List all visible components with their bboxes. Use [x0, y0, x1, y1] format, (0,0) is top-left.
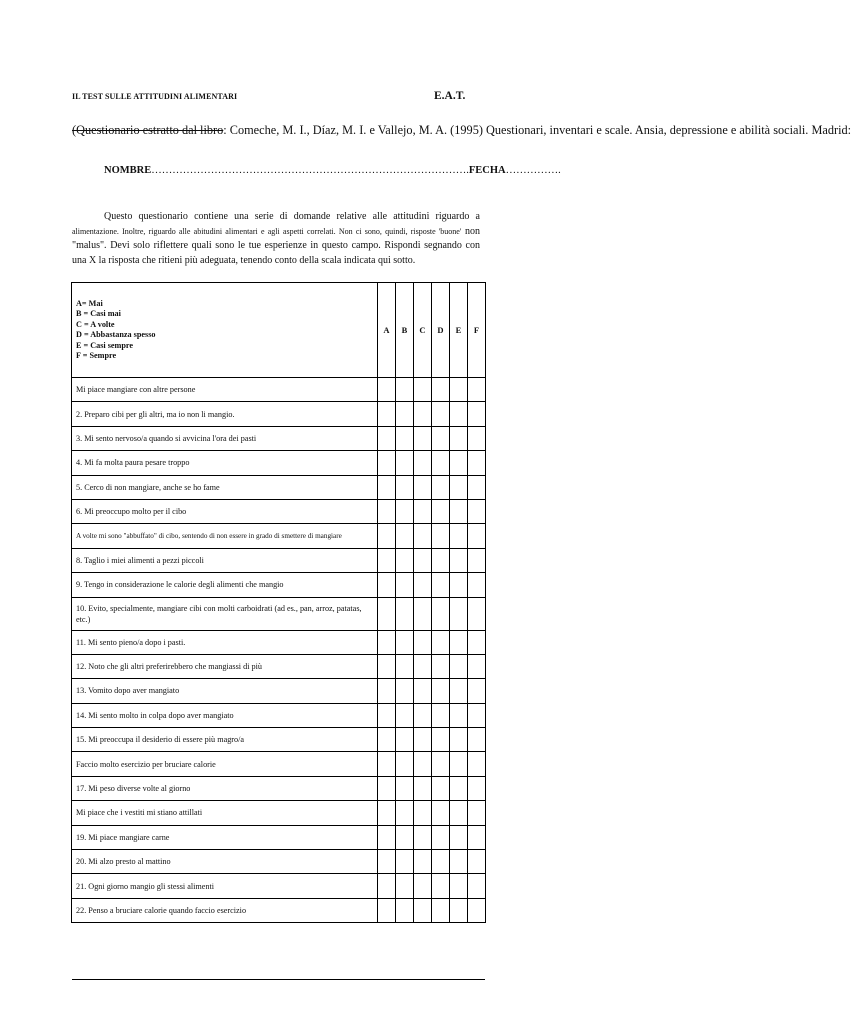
- answer-cell-e[interactable]: [450, 475, 468, 499]
- question-text: 3. Mi sento nervoso/a quando si avvicina l'ora dei pasti: [72, 426, 378, 450]
- answer-cell-d[interactable]: [432, 630, 450, 654]
- question-text: 14. Mi sento molto in colpa dopo aver mangiato: [72, 703, 378, 727]
- legend-item: D = Abbastanza spesso: [76, 330, 156, 339]
- answer-cell-b[interactable]: [396, 728, 414, 752]
- answer-cell-a[interactable]: [378, 426, 396, 450]
- answer-cell-b[interactable]: [396, 630, 414, 654]
- answer-cell-e[interactable]: [450, 728, 468, 752]
- answer-cell-c[interactable]: [414, 475, 432, 499]
- table-row: [72, 752, 486, 776]
- answer-cell-a[interactable]: [378, 573, 396, 597]
- answer-cell-b[interactable]: [396, 825, 414, 849]
- table-row: [72, 378, 486, 402]
- answer-cell-c[interactable]: [414, 703, 432, 727]
- answer-cell-e[interactable]: [450, 451, 468, 475]
- answer-cell-e[interactable]: [450, 597, 468, 630]
- answer-cell-d[interactable]: [432, 597, 450, 630]
- answer-cell-f[interactable]: [468, 573, 486, 597]
- question-text: 11. Mi sento pieno/a dopo i pasti.: [72, 630, 378, 654]
- answer-cell-b[interactable]: [396, 597, 414, 630]
- answer-cell-b[interactable]: [396, 654, 414, 678]
- answer-cell-d[interactable]: [432, 898, 450, 922]
- answer-cell-c[interactable]: [414, 679, 432, 703]
- answer-cell-d[interactable]: [432, 654, 450, 678]
- answer-cell-f[interactable]: [468, 426, 486, 450]
- table-row: [72, 801, 486, 825]
- answer-cell-c[interactable]: [414, 825, 432, 849]
- question-text: Mi piace mangiare con altre persone: [72, 378, 378, 402]
- answer-cell-d[interactable]: [432, 850, 450, 874]
- source-reference: : Comeche, M. I., Díaz, M. I. e Vallejo, M. A. (1995) Questionari, inventari e scale. Ansia, depressione e abilità sociali. Madrid:: [223, 123, 851, 137]
- answer-cell-a[interactable]: [378, 402, 396, 426]
- legend-item: A= Mai: [76, 298, 103, 308]
- answer-cell-c[interactable]: [414, 402, 432, 426]
- answer-cell-d[interactable]: [432, 378, 450, 402]
- answer-cell-c[interactable]: [414, 524, 432, 548]
- answer-cell-f[interactable]: [468, 874, 486, 898]
- answer-cell-d[interactable]: [432, 874, 450, 898]
- answer-cell-f[interactable]: [468, 378, 486, 402]
- answer-cell-a[interactable]: [378, 728, 396, 752]
- column-header-c: C: [414, 283, 432, 378]
- legend-item: C = A volte: [76, 319, 115, 329]
- instructions-line-2: alimentazione. Inoltre, riguardo alle abitudini alimentari e agli aspetti correlati. Non ci sono, quindi, risposte 'buone': [72, 226, 462, 236]
- answer-cell-f[interactable]: [468, 499, 486, 523]
- column-header-e: E: [450, 283, 468, 378]
- question-text: 10. Evito, specialmente, mangiare cibi con molti carboidrati (ad es., pan, arroz, patatas, etc.): [72, 597, 378, 630]
- answer-cell-a[interactable]: [378, 524, 396, 548]
- question-text: 2. Preparo cibi per gli altri, ma io non li mangio.: [72, 402, 378, 426]
- table-row: [72, 597, 486, 630]
- answer-cell-a[interactable]: [378, 475, 396, 499]
- fecha-field[interactable]: …………….: [505, 165, 561, 176]
- answer-cell-c[interactable]: [414, 874, 432, 898]
- question-text: 4. Mi fa molta paura pesare troppo: [72, 451, 378, 475]
- answer-cell-f[interactable]: [468, 475, 486, 499]
- answer-cell-b[interactable]: [396, 874, 414, 898]
- table-row: [72, 728, 486, 752]
- question-text: 9. Tengo in considerazione le calorie degli alimenti che mangio: [72, 573, 378, 597]
- answer-cell-e[interactable]: [450, 874, 468, 898]
- answer-cell-e[interactable]: [450, 898, 468, 922]
- table-row: [72, 548, 486, 572]
- answer-cell-d[interactable]: [432, 825, 450, 849]
- answer-cell-c[interactable]: [414, 776, 432, 800]
- question-text: 13. Vomito dopo aver mangiato: [72, 679, 378, 703]
- answer-cell-a[interactable]: [378, 703, 396, 727]
- answer-cell-d[interactable]: [432, 703, 450, 727]
- answer-cell-f[interactable]: [468, 850, 486, 874]
- question-text: 8. Taglio i miei alimenti a pezzi piccoli: [72, 548, 378, 572]
- answer-cell-f[interactable]: [468, 825, 486, 849]
- table-row: [72, 524, 486, 548]
- answer-cell-b[interactable]: [396, 679, 414, 703]
- answer-cell-a[interactable]: [378, 654, 396, 678]
- table-row: [72, 475, 486, 499]
- answer-cell-f[interactable]: [468, 548, 486, 572]
- document-title: IL TEST SULLE ATTITUDINI ALIMENTARI: [72, 92, 238, 101]
- answer-cell-c[interactable]: [414, 426, 432, 450]
- answer-cell-a[interactable]: [378, 850, 396, 874]
- answer-cell-c[interactable]: [414, 630, 432, 654]
- answer-cell-d[interactable]: [432, 451, 450, 475]
- answer-cell-f[interactable]: [468, 679, 486, 703]
- table-row: [72, 426, 486, 450]
- answer-cell-b[interactable]: [396, 451, 414, 475]
- answer-cell-f[interactable]: [468, 451, 486, 475]
- answer-cell-c[interactable]: [414, 499, 432, 523]
- answer-cell-d[interactable]: [432, 801, 450, 825]
- footer-rule: [72, 979, 485, 980]
- answer-cell-e[interactable]: [450, 703, 468, 727]
- question-text: Mi piace che i vestiti mi stiano attillati: [72, 801, 378, 825]
- answer-cell-c[interactable]: [414, 378, 432, 402]
- answer-cell-b[interactable]: [396, 475, 414, 499]
- answer-cell-e[interactable]: [450, 679, 468, 703]
- question-text: A volte mi sono "abbuffato" di cibo, sentendo di non essere in grado di smettere di mangiare: [72, 524, 378, 548]
- answer-cell-a[interactable]: [378, 825, 396, 849]
- answer-cell-c[interactable]: [414, 573, 432, 597]
- answer-cell-f[interactable]: [468, 524, 486, 548]
- column-header-a: A: [378, 283, 396, 378]
- table-row: [72, 776, 486, 800]
- table-row: [72, 573, 486, 597]
- answer-cell-a[interactable]: [378, 499, 396, 523]
- nombre-field[interactable]: ……………………………………………………………………………….: [151, 165, 469, 176]
- answer-cell-c[interactable]: [414, 801, 432, 825]
- column-header-d: D: [432, 283, 450, 378]
- test-acronym: E.A.T.: [434, 90, 466, 102]
- answer-cell-e[interactable]: [450, 499, 468, 523]
- answer-cell-d[interactable]: [432, 524, 450, 548]
- answer-cell-c[interactable]: [414, 850, 432, 874]
- instructions-paragraph: [72, 210, 480, 268]
- answer-cell-e[interactable]: [450, 378, 468, 402]
- answer-cell-f[interactable]: [468, 728, 486, 752]
- answer-cell-f[interactable]: [468, 776, 486, 800]
- answer-cell-b[interactable]: [396, 573, 414, 597]
- answer-cell-e[interactable]: [450, 524, 468, 548]
- answer-cell-c[interactable]: [414, 451, 432, 475]
- answer-cell-e[interactable]: [450, 776, 468, 800]
- answer-cell-b[interactable]: [396, 548, 414, 572]
- legend-item: E = Casi sempre: [76, 340, 134, 350]
- question-text: 21. Ogni giorno mangio gli stessi alimenti: [72, 874, 378, 898]
- name-date-line: [104, 165, 561, 176]
- answer-cell-d[interactable]: [432, 402, 450, 426]
- answer-cell-c[interactable]: [414, 728, 432, 752]
- question-text: Faccio molto esercizio per bruciare calorie: [72, 752, 378, 776]
- table-row: [72, 850, 486, 874]
- legend-row: [72, 283, 486, 378]
- answer-cell-f[interactable]: [468, 898, 486, 922]
- answer-cell-b[interactable]: [396, 850, 414, 874]
- table-row: [72, 679, 486, 703]
- answer-cell-e[interactable]: [450, 850, 468, 874]
- answer-cell-f[interactable]: [468, 597, 486, 630]
- answer-cell-f[interactable]: [468, 703, 486, 727]
- answer-cell-b[interactable]: [396, 703, 414, 727]
- scale-legend: [72, 283, 378, 378]
- answer-cell-c[interactable]: [414, 898, 432, 922]
- answer-cell-e[interactable]: [450, 654, 468, 678]
- answer-cell-e[interactable]: [450, 825, 468, 849]
- answer-cell-a[interactable]: [378, 548, 396, 572]
- answer-cell-a[interactable]: [378, 378, 396, 402]
- question-text: 6. Mi preoccupo molto per il cibo: [72, 499, 378, 523]
- answer-cell-a[interactable]: [378, 874, 396, 898]
- answer-cell-f[interactable]: [468, 801, 486, 825]
- answer-cell-d[interactable]: [432, 426, 450, 450]
- answer-cell-f[interactable]: [468, 752, 486, 776]
- answer-cell-e[interactable]: [450, 426, 468, 450]
- answer-cell-a[interactable]: [378, 752, 396, 776]
- table-row: [72, 451, 486, 475]
- answer-cell-b[interactable]: [396, 524, 414, 548]
- answer-cell-e[interactable]: [450, 801, 468, 825]
- source-citation: [72, 122, 851, 138]
- answer-cell-e[interactable]: [450, 630, 468, 654]
- fecha-label: FECHA: [468, 165, 506, 176]
- instructions-line-3: non "malus". Devi solo riflettere quali sono le tue esperienze in questo campo. Rispondi segnando con una X la risposta che ritieni più adeguata, tenendo conto della scala indicata qui sotto.: [72, 225, 481, 266]
- answer-cell-c[interactable]: [414, 548, 432, 572]
- question-text: 5. Cerco di non mangiare, anche se ho fame: [72, 475, 378, 499]
- table-row: [72, 402, 486, 426]
- answer-cell-d[interactable]: [432, 728, 450, 752]
- answer-cell-a[interactable]: [378, 801, 396, 825]
- question-text: 22. Penso a bruciare calorie quando faccio esercizio: [72, 898, 378, 922]
- source-lead: (Questionario estratto dal libro: [72, 123, 224, 137]
- answer-cell-d[interactable]: [432, 776, 450, 800]
- answer-cell-b[interactable]: [396, 426, 414, 450]
- answer-cell-c[interactable]: [414, 654, 432, 678]
- answer-cell-e[interactable]: [450, 548, 468, 572]
- answer-cell-e[interactable]: [450, 752, 468, 776]
- table-row: [72, 703, 486, 727]
- answer-cell-b[interactable]: [396, 378, 414, 402]
- table-row: [72, 825, 486, 849]
- answer-cell-d[interactable]: [432, 573, 450, 597]
- answer-cell-d[interactable]: [432, 475, 450, 499]
- answer-cell-b[interactable]: [396, 776, 414, 800]
- answer-cell-f[interactable]: [468, 654, 486, 678]
- answer-cell-a[interactable]: [378, 898, 396, 922]
- table-row: [72, 499, 486, 523]
- table-row: [72, 654, 486, 678]
- answer-cell-d[interactable]: [432, 499, 450, 523]
- answer-cell-f[interactable]: [468, 402, 486, 426]
- question-text: 12. Noto che gli altri preferirebbero che mangiassi di più: [72, 654, 378, 678]
- answer-cell-c[interactable]: [414, 752, 432, 776]
- answer-cell-d[interactable]: [432, 548, 450, 572]
- answer-cell-b[interactable]: [396, 752, 414, 776]
- answer-cell-a[interactable]: [378, 451, 396, 475]
- answer-cell-b[interactable]: [396, 898, 414, 922]
- legend-item: F = Sempre: [76, 351, 117, 360]
- answer-cell-e[interactable]: [450, 573, 468, 597]
- answer-cell-e[interactable]: [450, 402, 468, 426]
- question-text: 19. Mi piace mangiare carne: [72, 825, 378, 849]
- nombre-label: NOMBRE: [104, 165, 152, 176]
- answer-cell-a[interactable]: [378, 597, 396, 630]
- column-header-b: B: [396, 283, 414, 378]
- answer-cell-f[interactable]: [468, 630, 486, 654]
- answer-cell-b[interactable]: [396, 499, 414, 523]
- question-text: 20. Mi alzo presto al mattino: [72, 850, 378, 874]
- questionnaire-table: [71, 282, 486, 923]
- question-text: 17. Mi peso diverse volte al giorno: [72, 776, 378, 800]
- answer-cell-b[interactable]: [396, 402, 414, 426]
- question-text: 15. Mi preoccupa il desiderio di essere più magro/a: [72, 728, 378, 752]
- answer-cell-d[interactable]: [432, 679, 450, 703]
- table-row: [72, 630, 486, 654]
- table-row: [72, 874, 486, 898]
- answer-cell-a[interactable]: [378, 679, 396, 703]
- answer-cell-c[interactable]: [414, 597, 432, 630]
- table-row: [72, 898, 486, 922]
- legend-item: B = Casi mai: [76, 309, 121, 318]
- answer-cell-a[interactable]: [378, 776, 396, 800]
- column-header-f: F: [468, 283, 486, 378]
- instructions-line-1: Questo questionario contiene una serie di domande relative alle attitudini riguardo a: [104, 211, 480, 222]
- answer-cell-a[interactable]: [378, 630, 396, 654]
- answer-cell-b[interactable]: [396, 801, 414, 825]
- answer-cell-d[interactable]: [432, 752, 450, 776]
